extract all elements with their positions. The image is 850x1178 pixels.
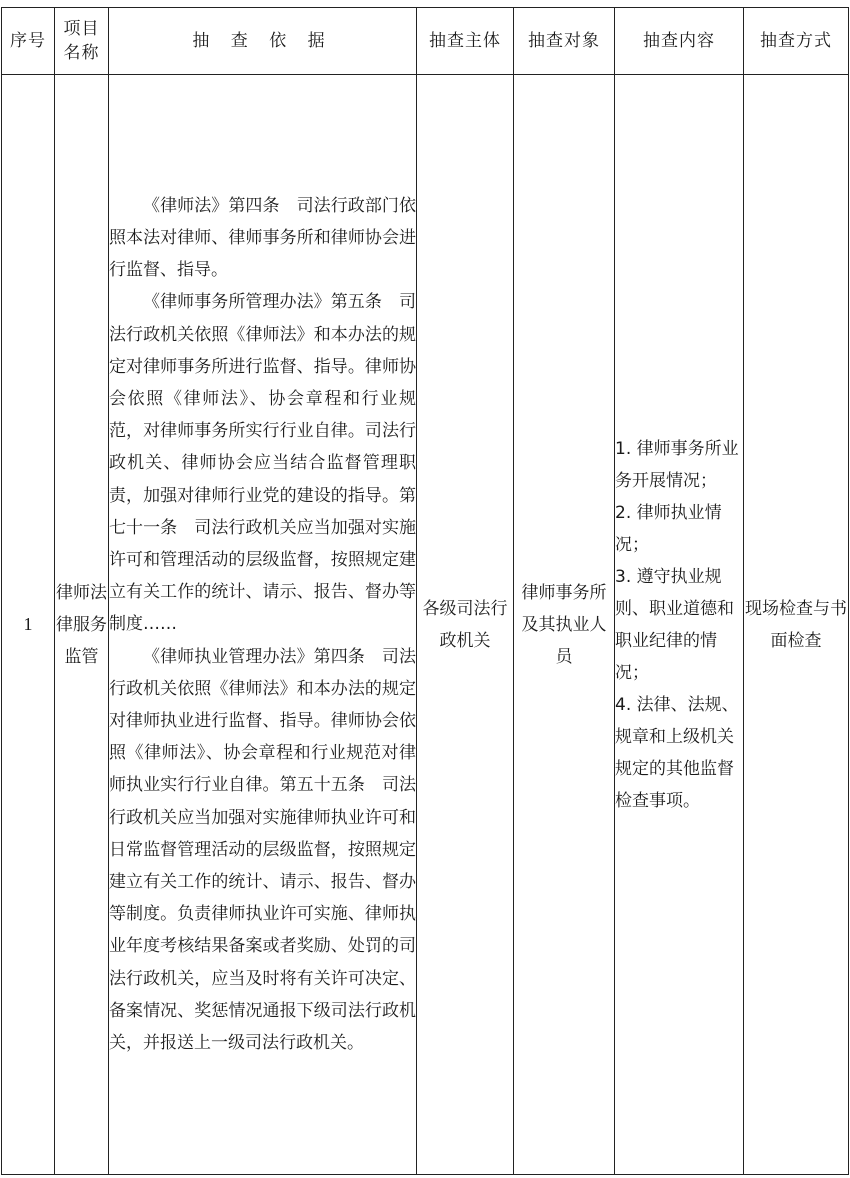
header-target: 抽查对象 [514,8,615,75]
cell-subject: 各级司法行政机关 [417,75,514,1175]
cell-project-name: 律师法律服务监管 [55,75,109,1175]
header-method: 抽查方式 [744,8,849,75]
basis-paragraph: 《律师事务所管理办法》第五条 司法行政机关依照《律师法》和本办法的规定对律师事务所进行监督、指导。律师协会依照《律师法》、协会章程和行业规范，对律师事务所实行行业自律。司法行政机关、律师协会应当结合监督管理职责，加强对律师行业党的建设的指导。第七十一条 司法行政机关应当加强对实施许可和管理活动的层级监督，按照规定建立有关工作的统计、请示、报告、督办等制度…… [109,292,416,635]
cell-basis [109,75,417,1175]
header-row [2,8,849,75]
basis-paragraph: 《律师法》第四条 司法行政部门依照本法对律师、律师事务所和律师协会进行监督、指导。 [109,195,416,281]
content-item: 3. 遵守执业规则、职业道德和职业纪律的情况； [615,566,734,683]
header-subject: 抽查主体 [417,8,514,75]
header-seq: 序号 [2,8,55,75]
content-item: 2. 律师执业情况； [615,502,722,555]
cell-seq: 1 [2,75,55,1175]
basis-paragraph: 《律师执业管理办法》第四条 司法行政机关依照《律师法》和本办法的规定对律师执业进行监督、指导。律师协会依照《律师法》、协会章程和行业规范对律师执业实行行业自律。第五十五条 司法行政机关应当加强对实施律师执业许可和日常监督管理活动的层级监督，按照规定建立有关工作的统计、请示、报告、督办等制度。负责律师执业许可实施、律师执业年度考核结果备案或者奖励、处罚的司法行政机关，应当及时将有关许可决定、备案情况、奖惩情况通报下级司法行政机关，并报送上一级司法行政机关。 [109,646,416,1054]
content-item: 1. 律师事务所业务开展情况； [615,438,739,491]
cell-target: 律师事务所及其执业人员 [514,75,615,1175]
cell-content [615,75,744,1175]
content-item: 4. 法律、法规、规章和上级机关规定的其他监督检查事项。 [615,694,739,811]
cell-method: 现场检查与书面检查 [744,75,849,1175]
table-row [2,75,849,1175]
header-basis: 抽 查 依 据 [109,8,417,75]
header-content: 抽查内容 [615,8,744,75]
inspection-table [1,7,849,1175]
header-project-name: 项目名称 [55,8,109,75]
